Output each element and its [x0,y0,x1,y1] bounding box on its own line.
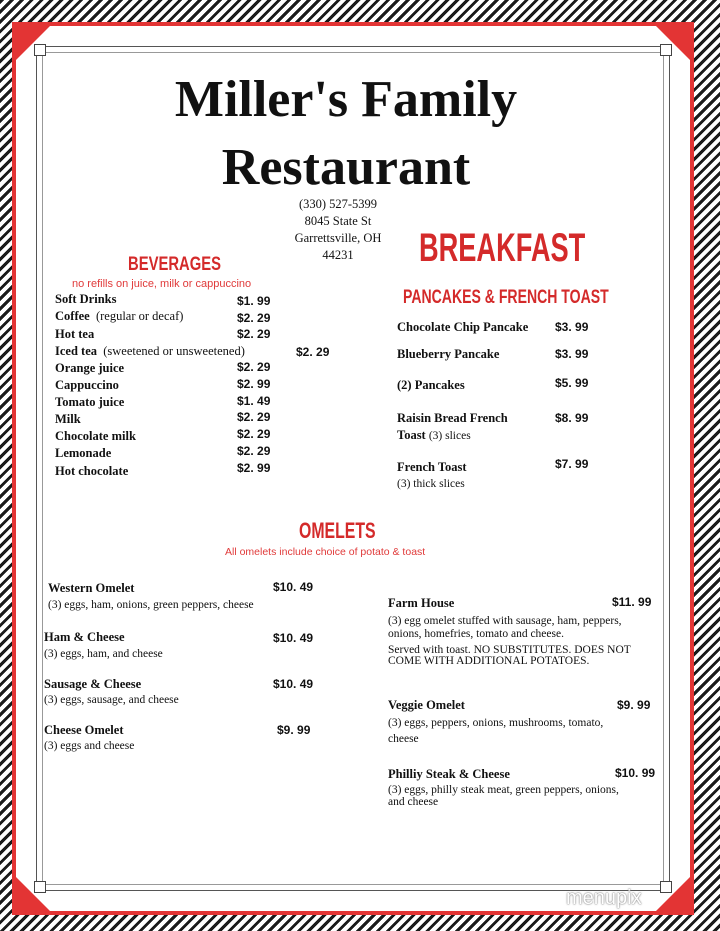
omelet-price: $11. 99 [612,595,652,609]
beverage-name: Lemonade [55,446,112,460]
omelet-desc: (3) eggs, sausage, and cheese [44,694,179,706]
omelet-name: Western Omelet [48,581,135,595]
beverage-name: Iced tea (sweetened or unsweetened) [55,344,245,358]
omelets-note: All omelets include choice of potato & toast [225,546,426,558]
beverage-name: Coffee (regular or decaf) [55,309,184,323]
beverage-price: $2. 99 [237,461,271,475]
beverage-name: Cappuccino [55,378,119,392]
phone-number: (330) 527-5399 [298,197,378,211]
corner-ornament [34,881,46,893]
beverages-heading: BEVERAGES [128,254,222,275]
omelet-price: $10. 49 [273,580,314,594]
beverage-price: $2. 99 [237,377,271,391]
omelet-desc: (3) eggs, philly steak meat, green peppers, onions, [388,784,619,796]
breakfast-heading: BREAKFAST [419,226,586,270]
beverage-name: Tomato juice [55,395,125,409]
pancakes-subheading: PANCAKES & FRENCH TOAST [403,287,609,308]
omelet-price: $9. 99 [277,723,311,737]
omelet-desc: cheese [388,733,419,745]
breakfast-item-price: $3. 99 [555,347,589,361]
beverage-price: $2. 29 [237,311,271,325]
omelet-name: Philliy Steak & Cheese [388,767,510,781]
omelet-name: Cheese Omelet [44,723,124,737]
beverage-name: Orange juice [55,361,125,375]
breakfast-item-name: (2) Pancakes [397,378,465,392]
breakfast-item-name: French Toast [397,460,467,474]
omelet-name: Veggie Omelet [388,698,465,712]
omelet-desc: (3) eggs, ham, and cheese [44,648,163,660]
beverage-price: $2. 29 [296,345,330,359]
breakfast-item-price: $8. 99 [555,411,589,425]
corner-ornament [660,44,672,56]
zip-code: 44231 [322,248,354,262]
omelet-desc: and cheese [388,796,439,808]
beverage-name: Hot chocolate [55,464,129,478]
omelet-name: Farm House [388,596,455,610]
beverage-price: $2. 29 [237,444,271,458]
breakfast-item-price: $5. 99 [555,376,589,390]
breakfast-item-price: $7. 99 [555,457,589,471]
contact-info [258,196,418,264]
omelet-price: $9. 99 [617,698,651,712]
omelet-desc: (3) eggs and cheese [44,740,135,752]
beverage-price: $2. 29 [237,360,271,374]
beverage-price: $1. 49 [237,394,271,408]
beverage-name: Milk [55,412,81,426]
city-state: Garrettsville, OH [294,231,382,245]
street-address: 8045 State St [304,214,372,228]
omelet-desc: (3) eggs, ham, onions, green peppers, cheese [48,599,254,611]
omelet-name: Ham & Cheese [44,630,125,644]
beverage-name: Soft Drinks [55,292,117,306]
omelet-desc: COME WITH ADDITIONAL POTATOES. [388,655,590,667]
restaurant-title-line2: Restaurant [221,139,471,196]
restaurant-title-line1: Miller's Family [174,71,518,128]
breakfast-item-name-line2: Toast (3) slices [397,428,471,442]
breakfast-item-name: Blueberry Pancake [397,347,500,361]
omelet-desc: (3) egg omelet stuffed with sausage, ham, peppers, [388,615,622,627]
omelet-desc: onions, homefries, tomato and cheese. [388,628,564,640]
omelet-name: Sausage & Cheese [44,677,142,691]
beverage-name: Hot tea [55,327,95,341]
omelets-heading: OMELETS [299,518,376,543]
beverage-price: $2. 29 [237,410,271,424]
beverage-price: $2. 29 [237,327,271,341]
beverage-price: $2. 29 [237,427,271,441]
breakfast-item-desc: (3) thick slices [397,478,465,490]
breakfast-item-name: Raisin Bread French [397,411,508,425]
corner-ornament [660,881,672,893]
omelet-desc: Served with toast. NO SUBSTITUTES. DOES NOT [388,644,631,656]
corner-ornament [34,44,46,56]
breakfast-item-name: Chocolate Chip Pancake [397,320,529,334]
omelet-price: $10. 99 [615,766,656,780]
omelet-price: $10. 49 [273,677,314,691]
beverage-price: $1. 99 [237,294,271,308]
omelet-desc: (3) eggs, peppers, onions, mushrooms, tomato, [388,717,604,729]
breakfast-item-price: $3. 99 [555,320,589,334]
beverage-name: Chocolate milk [55,429,136,443]
beverages-note: no refills on juice, milk or cappuccino [72,278,252,290]
omelet-price: $10. 49 [273,631,314,645]
watermark: menupix [566,887,642,909]
